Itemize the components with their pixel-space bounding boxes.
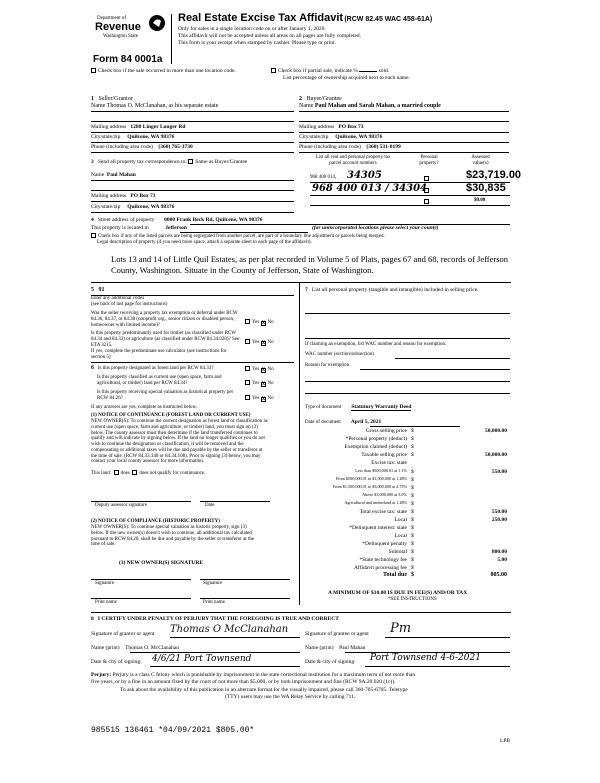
- section5-q2: Is this property predominantly used for timber (as classified under RCW 84.34 and 84.33) or agriculture (as classified under RCW 84.34.020)? See ETA 3215.: [91, 331, 240, 348]
- s6q3-yes-no[interactable]: Yes X No: [245, 395, 274, 402]
- seller-city-row: City/state/zip Quilcene, WA 98376: [91, 134, 175, 140]
- checkbox[interactable]: [271, 68, 276, 73]
- assessed-column-header: Assessed value(s): [471, 155, 490, 166]
- seller-mailing-row: Mailing address 1280 Linger Longer Rd: [91, 124, 186, 130]
- s6q1-yes-no[interactable]: Yes X No: [245, 366, 274, 373]
- corner-code: LPB: [500, 738, 511, 744]
- land-use-row: 5 91: [91, 287, 105, 293]
- same-as-buyer-checkbox[interactable]: [188, 159, 193, 164]
- checkbox[interactable]: [91, 68, 96, 73]
- buyer-name-row: Name Paul Mahan and Sarah Mahan, a married couple: [299, 103, 441, 109]
- section6-q3: Is this property receiving special valuation as historical property per RCW 84.26?: [97, 390, 234, 401]
- correspondence-city-row: City/state/zip Quilcene, WA 98376: [91, 204, 175, 210]
- receipt-stamp: 985515 136461 *04/09/2021 $805.00*: [91, 726, 255, 735]
- personal-property-checkbox[interactable]: [424, 199, 429, 204]
- tax-table: Gross selling price $ 50,000.00 *Personal property (deduct) $ Exemption claimed (deduct) $ Taxable selling price $ 50,000.00 Excise tax: state Less than $500,000.01 at 1.1% $ 550.00 From $500,000.01 to $1,500,000 at 1.28% $ From $1,500,000.01 to $3,000,000 at 2.75% $ Above $3,000,000 at 3.0% $ Agricultural and timberland at 1.28% $ Total excise tax: state $ 550.00 Local $ 250.00 *Delinquent interest: state $ Local $ *Delinquent penalty $ Subtotal $ 800.00 *State technology fee $ 5.00 Affidavit processing fee $: [332, 428, 507, 571]
- check-partial-sale[interactable]: Check box if partial sale, indicate % sold.: [271, 68, 389, 74]
- signature-label: Signature: [95, 581, 115, 586]
- correspondence-name-row: Name Paul Mahan: [91, 172, 136, 178]
- location-note: (for unincorporated locations please select your county): [312, 225, 439, 231]
- additional-codes: Enter any additional codes: [91, 296, 145, 301]
- buyer-name: Paul Mahan and Sarah Mahan, a married couple: [314, 103, 441, 109]
- check-more-locations[interactable]: Check box if the sale occurred in more than one location code.: [91, 68, 236, 74]
- dept-line2: Washington State: [103, 34, 139, 39]
- signature-label: Signature: [203, 581, 223, 586]
- checkbox[interactable]: [91, 233, 96, 238]
- section7-label: 7 List all personal property (tangible and intangible) included in selling price.: [305, 287, 479, 293]
- correspondence-name: Paul Mahan: [106, 172, 136, 178]
- correspondence-mailing: PO Box 73: [130, 193, 156, 199]
- grantee-signature: Pm: [390, 621, 412, 636]
- grantee-signature-label: Signature of grantee or agent: [305, 631, 369, 637]
- perjury-line2: five years, or by a fine in an amount fixed by the court of not more than $5,000, or by both imprisonment and fine (RCW 9A.20.020 (1c)).: [91, 679, 396, 685]
- new-owner-signature-heading: (3) NEW OWNER(S) SIGNATURE: [119, 560, 203, 566]
- reason-label: Reason for exemption: [305, 363, 350, 368]
- seller-phone-row: Phone (including area code) (360) 765-3730: [91, 144, 193, 150]
- notice1-text: NEW OWNER(S): To continue the current designation as forest land or classification as current use (open space, farm and agriculture, or timber) land, you must sign on (3) below. The county assessor must then determine if the land transferred continues to qualify and will indicate by signing below. If the land no longer qualifies or you do not wish to continue the designation or classification, it will be removed and the compensating or additional taxes will be due and payable by the seller or transferor at the time of sale. (RCW 84.33.140 or 84.34.108). Prior to signing (3) below, you may contact your local county assessor for more information.: [91, 419, 268, 465]
- alt-format-line2: (TTY) users may use the WA Relay Service by calling 711.: [225, 694, 356, 700]
- seller-heading: 1 Seller/Grantor: [91, 96, 133, 102]
- grantee-name: Paul Mahan: [339, 645, 366, 651]
- buyer-heading: 2 Buyer/Grantee: [299, 96, 342, 102]
- continuance-row: This land: does does not qualify for continuance.: [91, 471, 206, 476]
- see-back: (see back of last page for instructions): [91, 302, 168, 307]
- section6-q1: 6 Is this property designated as forest land per RCW 84.33?: [91, 365, 214, 371]
- notice1-title: (1) NOTICE OF CONTINUANCE (FOREST LAND OR CURRENT USE): [91, 413, 251, 418]
- subtitle-3: This form is your receipt when stamped by cashier. Please type or print.: [178, 40, 336, 46]
- subtitle-2: This affidavit will not be accepted unless all areas on all pages are fully completed.: [178, 33, 362, 39]
- grantor-name-row: Name (print) Thomas O. McClanahan: [91, 645, 179, 651]
- print-name-label: Print name: [203, 600, 225, 605]
- q1-yes-no[interactable]: Yes X No: [245, 319, 274, 326]
- buyer-city: Quilcene, WA 98376: [335, 134, 383, 140]
- exemption-label: If claiming an exemption, list WAC number and reason for exemption.: [305, 342, 447, 347]
- personal-property-checkbox[interactable]: [424, 188, 429, 193]
- buyer-phone: (360) 531-0199: [366, 144, 401, 150]
- seller-name: Thomas O. McClanahan, as his separate estate: [106, 103, 219, 109]
- perjury-line1: Perjury: Perjury is a class C felony which is punishable by imprisonment in the state correctional institution for a maximum term of not more than: [91, 672, 416, 678]
- see-instructions: *SEE INSTRUCTIONS: [388, 597, 437, 602]
- section6-instr: If any answers are yes, complete as instructed below.: [91, 405, 198, 410]
- buyer-city-row: City/state/zip Quilcene, WA 98376: [299, 134, 383, 140]
- grantee-date-city-label: Date & city of signing:: [305, 659, 356, 665]
- legal-description-line1: Lots 13 and 14 of Little Quil Estates, as per plat recorded in Volume 5 of Plats, pages 67 and 68, records of Jefferson: [111, 254, 509, 264]
- section6-q2: Is this property classified as current use (open space, farm and agricultural, or timber) land per RCW 84.34?: [97, 375, 222, 386]
- dept-name: Revenue: [95, 21, 141, 33]
- grantor-signature: Thomas O McClanahan: [170, 624, 289, 635]
- seller-mailing: 1280 Linger Longer Rd: [130, 124, 186, 130]
- s6q2-yes-no[interactable]: Yes X No: [245, 380, 274, 387]
- doc-type: Statutory Warranty Deed: [351, 404, 412, 410]
- minimum-note: A MINIMUM OF $10.00 IS DUE IN FEE(S) AND/OR TAX: [328, 590, 468, 596]
- form-number: Form 84 0001a: [93, 54, 163, 65]
- pct-ownership-note: List percentage of ownership acquired next to each name.: [283, 75, 410, 81]
- check-segregated[interactable]: Check box if any of the listed parcels are being segregated from another parcel, are part of a boundary line adjustment or parcels being merged.: [91, 233, 385, 240]
- alt-format-line1: To ask about the availability of this publication in an alternate format for the visually impaired, please call 360-705-6705. Teletype: [120, 687, 408, 693]
- grantor-name: Thomas O. McClanahan: [125, 645, 179, 651]
- street-address-row: 4 Street address of property 0000 Frank Beck Rd, Quilcene, WA 98376: [91, 217, 263, 223]
- doc-type-row: Type of document Statutory Warranty Deed: [305, 404, 412, 410]
- print-name-label: Print name: [95, 600, 117, 605]
- parcel-column-header: List all real and personal property tax parcel account numbers: [315, 155, 391, 166]
- form-title: Real Estate Excise Tax Affidavit (RCW 82.45 WAC 458-61A): [178, 12, 433, 24]
- seller-name-row: Name Thomas O. McClanahan, as his separate estate: [91, 103, 219, 109]
- q2-yes-no[interactable]: Yes X No: [245, 339, 274, 346]
- seller-city: Quilcene, WA 98376: [127, 134, 175, 140]
- land-use-code: 91: [98, 287, 105, 293]
- legal-description-line2: County, Washington. Situate in the County of Jefferson, State of Washington.: [111, 265, 374, 275]
- grantor-date-city: 4/6/21 Port Townsend: [152, 654, 252, 664]
- correspondence-mailing-row: Mailing address PO Box 73: [91, 193, 156, 199]
- buyer-mailing-row: Mailing address PO Box 73: [299, 124, 364, 130]
- personal-column-header: Personal property?: [419, 155, 439, 166]
- correspondence-city: Quilcene, WA 98376: [127, 204, 175, 210]
- section5-q1: Was the seller receiving a property tax exemption or deferral under RCW 84.36, 84.37, or 84.38 (nonprofit org., senior citizen or disabled person, homeowner with limited income)?: [91, 311, 238, 328]
- grantor-date-city-label: Date & city of signing:: [91, 659, 142, 665]
- notice2-text: NEW OWNER(S): To continue special valuation as historic property, sign (3) below. If the new owner(s) doesn't wish to continue, all additional tax calculated pursuant to RCW 84.26, shall be due and payable by the seller or transferor at the time of sale.: [91, 525, 255, 548]
- legal-label: Legal description of property (if you need more space, attach a separate sheet to each page of the affidavit).: [97, 240, 312, 245]
- buyer-mailing: PO Box 73: [338, 124, 364, 130]
- buyer-phone-row: Phone (including area code) (360) 531-0199: [299, 144, 401, 150]
- certify-heading: 8 I CERTIFY UNDER PENALTY OF PERJURY THAT THE FOREGOING IS TRUE AND CORRECT: [91, 616, 339, 622]
- deputy-signature-label: Deputy assessor signature: [95, 503, 147, 508]
- doc-date: April 5, 2021: [350, 419, 382, 425]
- dept-line1: Department of: [97, 16, 127, 21]
- grantor-signature-label: Signature of grantor or agent: [91, 631, 155, 637]
- subtitle-1: Only for sales in a single location code on or after January 1, 2020.: [178, 26, 326, 32]
- location-row: This property is located in Jefferson: [91, 225, 187, 231]
- doc-date-row: Date of document April 5, 2021: [305, 419, 382, 425]
- section5-q3: If yes, complete the predominate use calculator (see instructions for section 5): [91, 349, 227, 360]
- personal-property-checkbox[interactable]: [424, 176, 429, 181]
- deputy-date-label: Date: [205, 503, 215, 508]
- grantee-name-row: Name (print) Paul Mahan: [305, 645, 366, 651]
- location-value: Jefferson: [165, 225, 187, 231]
- correspondence-heading: 3 Send all property tax correspondence to: Same as Buyer/Grantee: [91, 159, 248, 165]
- seller-phone: (360) 765-3730: [158, 144, 193, 150]
- notice2-title: (2) NOTICE OF COMPLIANCE (HISTORIC PROPERTY): [91, 519, 220, 524]
- grantee-date-city: Port Townsend 4-6-2021: [370, 653, 481, 663]
- street-address: 0000 Frank Beck Rd, Quilcene, WA 98376: [164, 217, 263, 223]
- wa-state-icon: [148, 13, 166, 33]
- wac-label: WAC number (section/subsection): [305, 352, 374, 357]
